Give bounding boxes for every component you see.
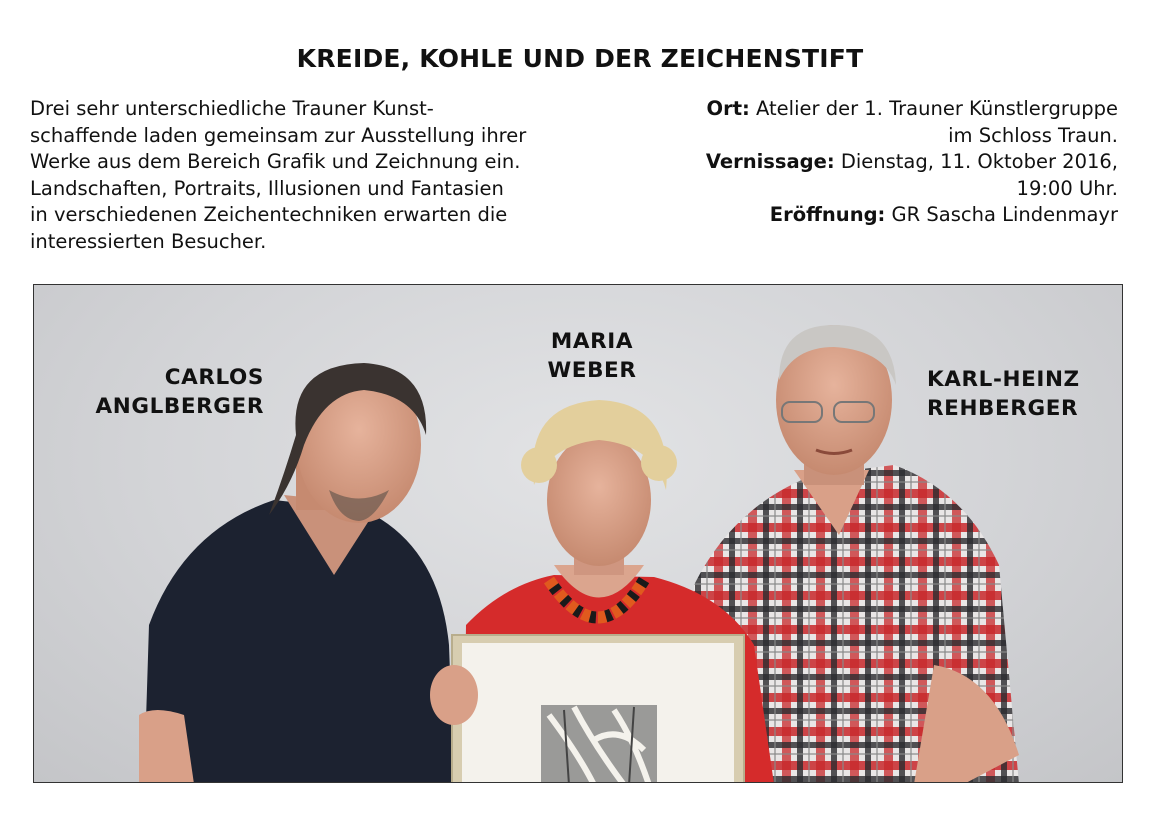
name-label-carlos [96,363,265,421]
name-label-maria [542,327,642,385]
name-label-karl-heinz [927,365,1080,423]
last-name: ANGLBERGER [95,394,264,419]
first-name: KARL-HEINZ [927,367,1080,392]
intro-line: in verschiedenen Zeichentechniken erwarten die [30,203,508,226]
vernissage-label: Vernissage: [705,150,835,173]
first-name: CARLOS [164,365,264,390]
intro-line: Landschaften, Portraits, Illusionen und Fantasien [30,176,504,200]
last-name: REHBERGER [927,396,1079,421]
group-photo [33,284,1123,783]
location-value: Atelier der 1. Trauner Künstlergruppe [749,97,1118,120]
vernissage-time: 19:00 Uhr. [1016,176,1118,200]
intro-line: schaffende laden gemeinsam zur Ausstellung ihrer [30,123,527,147]
hand-left [430,665,478,725]
location-row [598,96,1118,123]
intro-line: interessierten Besucher. [30,229,267,253]
vernissage-value: Dienstag, 11. Oktober 2016, [834,150,1118,173]
last-name: WEBER [547,358,637,383]
location-label: Ort: [706,97,750,120]
framed-drawing [452,635,744,783]
opening-row [598,202,1118,229]
location-row-2: im Schloss Traun. [948,123,1118,147]
intro-line: Drei sehr unterschiedliche Trauner Kunst- [30,97,434,120]
event-info [598,96,1118,229]
first-name: MARIA [550,329,634,354]
opening-value: GR Sascha Lindenmayr [885,203,1118,226]
intro-line: Werke aus dem Bereich Grafik und Zeichnung ein. [30,150,521,173]
intro-text [30,96,630,255]
person-carlos [139,363,454,783]
page-title: KREIDE, KOHLE UND DER ZEICHENSTIFT [296,44,864,73]
opening-label: Eröffnung: [769,203,886,226]
vernissage-row [598,149,1118,176]
